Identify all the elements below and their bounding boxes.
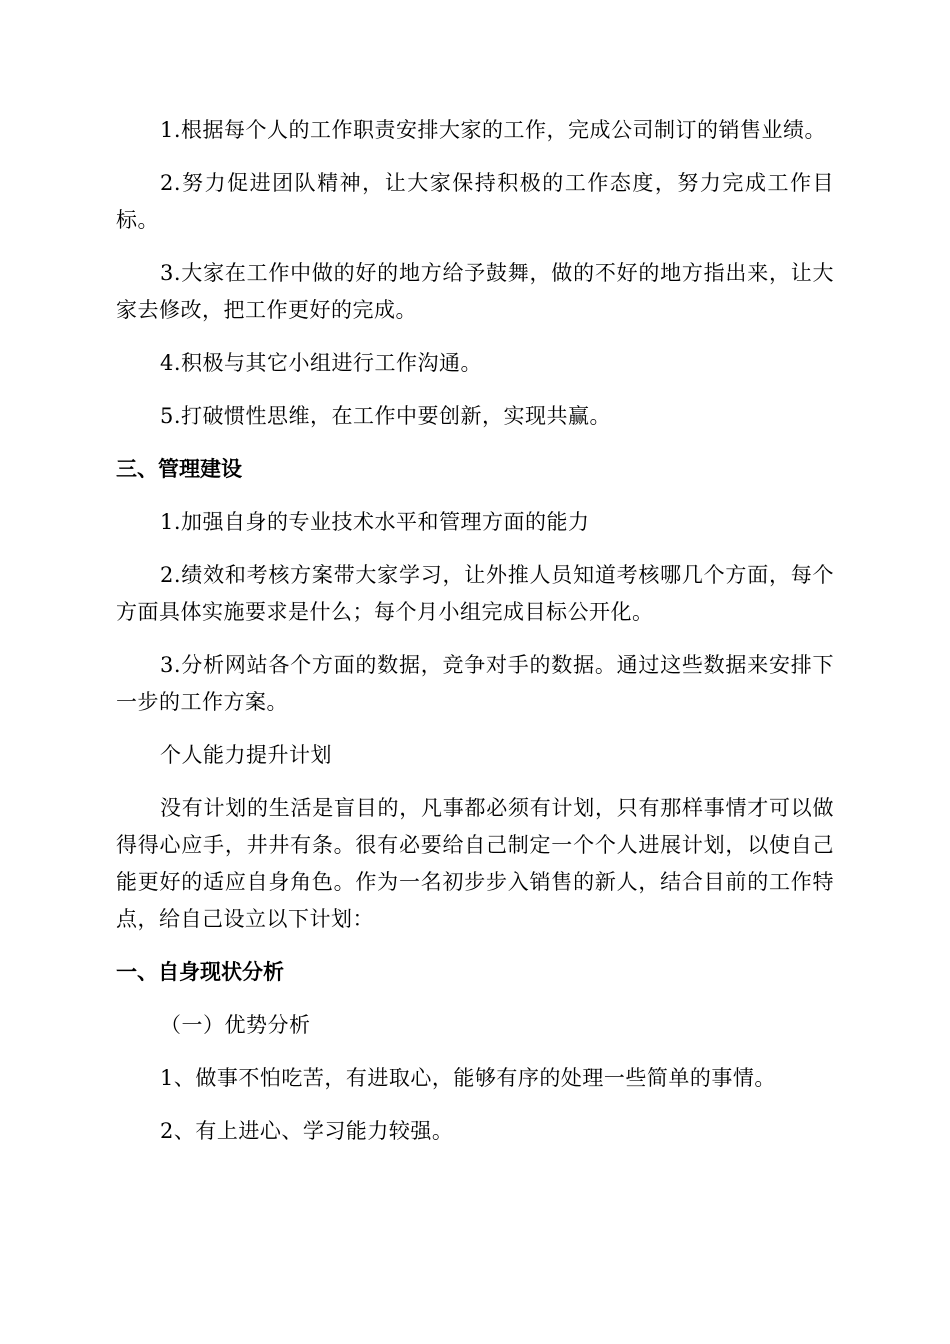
document-body — [116, 112, 834, 1150]
paragraph-item-2: 2.努力促进团队精神，让大家保持积极的工作态度，努力完成工作目标。 — [116, 171, 834, 232]
paragraph-management-3: 3.分析网站各个方面的数据，竞争对手的数据。通过这些数据来安排下一步的工作方案。 — [116, 653, 834, 714]
paragraph-management-1: 1.加强自身的专业技术水平和管理方面的能力 — [160, 510, 590, 534]
paragraph-strength-2: 2、有上进心、学习能力较强。 — [160, 1119, 454, 1143]
paragraph-strength-1: 1、做事不怕吃苦，有进取心，能够有序的处理一些简单的事情。 — [160, 1066, 776, 1090]
paragraph-intro: 没有计划的生活是盲目的，凡事都必须有计划，只有那样事情才可以做得得心应手，井井有条。很有必要给自己制定一个个人进展计划，以使自己能更好的适应自身角色。作为一名初步步入销售的新人，结合目前的工作特点，给自己设立以下计划： — [116, 796, 834, 931]
subtitle-personal-plan: 个人能力提升计划 — [160, 743, 332, 767]
section-heading-management: 三、管理建设 — [116, 457, 242, 481]
paragraph-item-4: 4.积极与其它小组进行工作沟通。 — [160, 351, 483, 375]
paragraph-management-2: 2.绩效和考核方案带大家学习，让外推人员知道考核哪几个方面，每个方面具体实施要求是什么；每个月小组完成目标公开化。 — [116, 563, 834, 624]
paragraph-item-3: 3.大家在工作中做的好的地方给予鼓舞，做的不好的地方指出来，让大家去修改，把工作更好的完成。 — [116, 261, 834, 322]
subheading-strengths: （一）优势分析 — [160, 1013, 311, 1037]
paragraph-item-1: 1.根据每个人的工作职责安排大家的工作，完成公司制订的销售业绩。 — [160, 118, 827, 142]
section-heading-self-analysis: 一、自身现状分析 — [116, 960, 284, 984]
paragraph-item-5: 5.打破惯性思维，在工作中要创新，实现共赢。 — [160, 404, 612, 428]
